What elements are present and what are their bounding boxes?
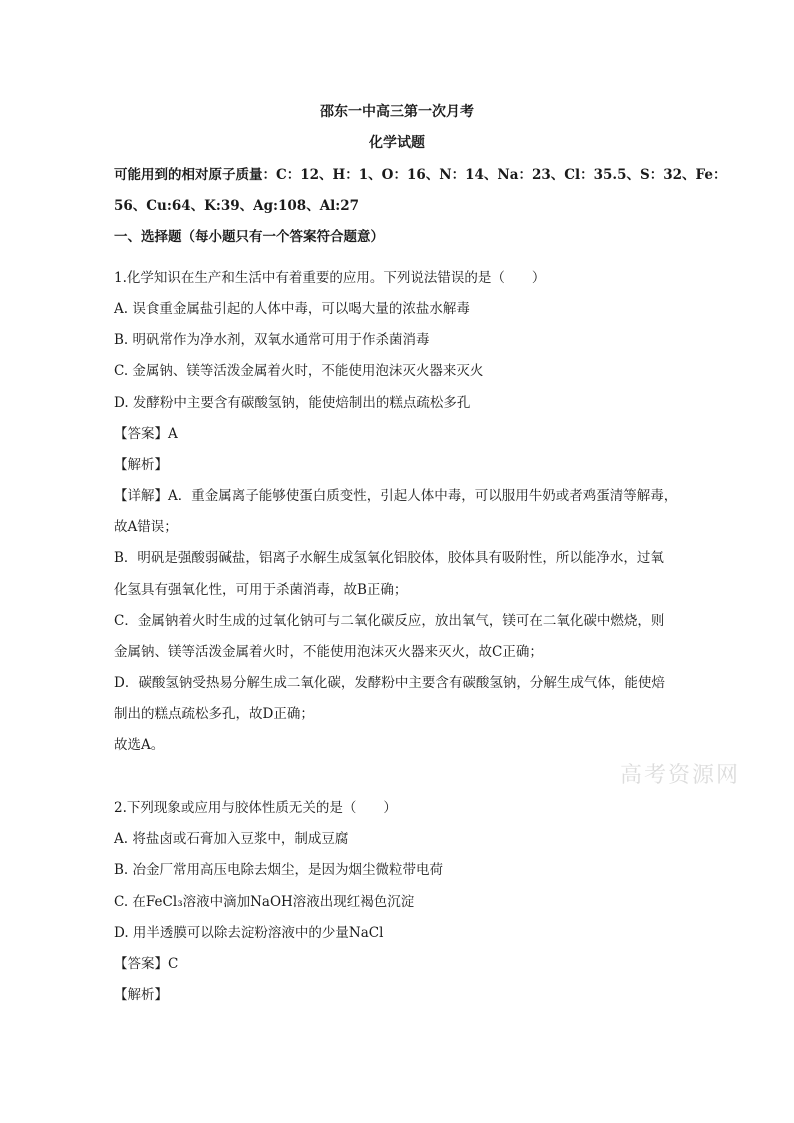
question-1-option-c: C. 金属钠、镁等活泼金属着火时，不能使用泡沫灭火器来灭火: [114, 363, 484, 379]
question-1-detail-line: 制出的糕点疏松多孔，故D正确；: [114, 706, 314, 722]
question-1-detail-line: B．明矾是强酸弱碱盐，铝离子水解生成氢氧化铝胶体，胶体具有吸附性，所以能净水，过氧: [114, 550, 664, 566]
question-1-detail-line: 化氢具有强氧化性，可用于杀菌消毒，故B正确；: [114, 582, 408, 598]
question-1-detail-line: D．碳酸氢钠受热易分解生成二氧化碳，发酵粉中主要含有碳酸氢钠，分解生成气体，能使焙: [114, 675, 665, 691]
question-1-detail-line: C．金属钠着火时生成的过氧化钠可与二氧化碳反应，放出氧气，镁可在二氧化碳中燃烧，则: [114, 613, 665, 629]
subject-title: 化学试题: [369, 135, 425, 151]
question-1-option-b: B. 明矾常作为净水剂，双氧水通常可用于作杀菌消毒: [114, 332, 430, 348]
question-1-detail-line: 金属钠、镁等活泼金属着火时，不能使用泡沫灭火器来灭火，故C正确；: [114, 644, 543, 660]
question-1-detail-line: 【详解】A．重金属离子能够使蛋白质变性，引起人体中毒，可以服用牛奶或者鸡蛋清等解毒，: [114, 488, 678, 504]
question-1-analysis-label: 【解析】: [114, 457, 168, 473]
question-1-conclusion: 故选A。: [114, 737, 165, 753]
atomic-masses-line-2: 56、Cu:64、K:39、Ag:108、Al:27: [114, 198, 360, 214]
exam-title: 邵东一中高三第一次月考: [320, 104, 474, 120]
question-2-stem: 2.下列现象或应用与胶体性质无关的是（ ）: [114, 800, 397, 816]
question-1-detail-line: 故A错误；: [114, 519, 178, 535]
section-title: 一、选择题（每小题只有一个答案符合题意）: [114, 229, 384, 245]
question-2-option-b: B. 冶金厂常用高压电除去烟尘，是因为烟尘微粒带电荷: [114, 862, 444, 878]
question-1-answer: 【答案】A: [114, 426, 178, 442]
question-2-option-c: C. 在FeCl₃溶液中滴加NaOH溶液出现红褐色沉淀: [114, 894, 415, 910]
question-2-option-a: A. 将盐卤或石膏加入豆浆中，制成豆腐: [114, 831, 349, 847]
atomic-masses-line-1: 可能用到的相对原子质量：C：12、H：1、O：16、N：14、Na：23、Cl：35.5、S：32、Fe：: [114, 167, 727, 183]
question-2-answer: 【答案】C: [114, 956, 179, 972]
watermark: 高考资源网: [620, 763, 741, 788]
question-1-option-a: A. 误食重金属盐引起的人体中毒，可以喝大量的浓盐水解毒: [114, 301, 470, 317]
question-1-stem: 1.化学知识在生产和生活中有着重要的应用。下列说法错误的是（ ）: [114, 270, 546, 286]
question-1-option-d: D. 发酵粉中主要含有碳酸氢钠，能使焙制出的糕点疏松多孔: [114, 395, 471, 411]
question-2-analysis-label: 【解析】: [114, 987, 168, 1003]
question-2-option-d: D. 用半透膜可以除去淀粉溶液中的少量NaCl: [114, 925, 384, 941]
